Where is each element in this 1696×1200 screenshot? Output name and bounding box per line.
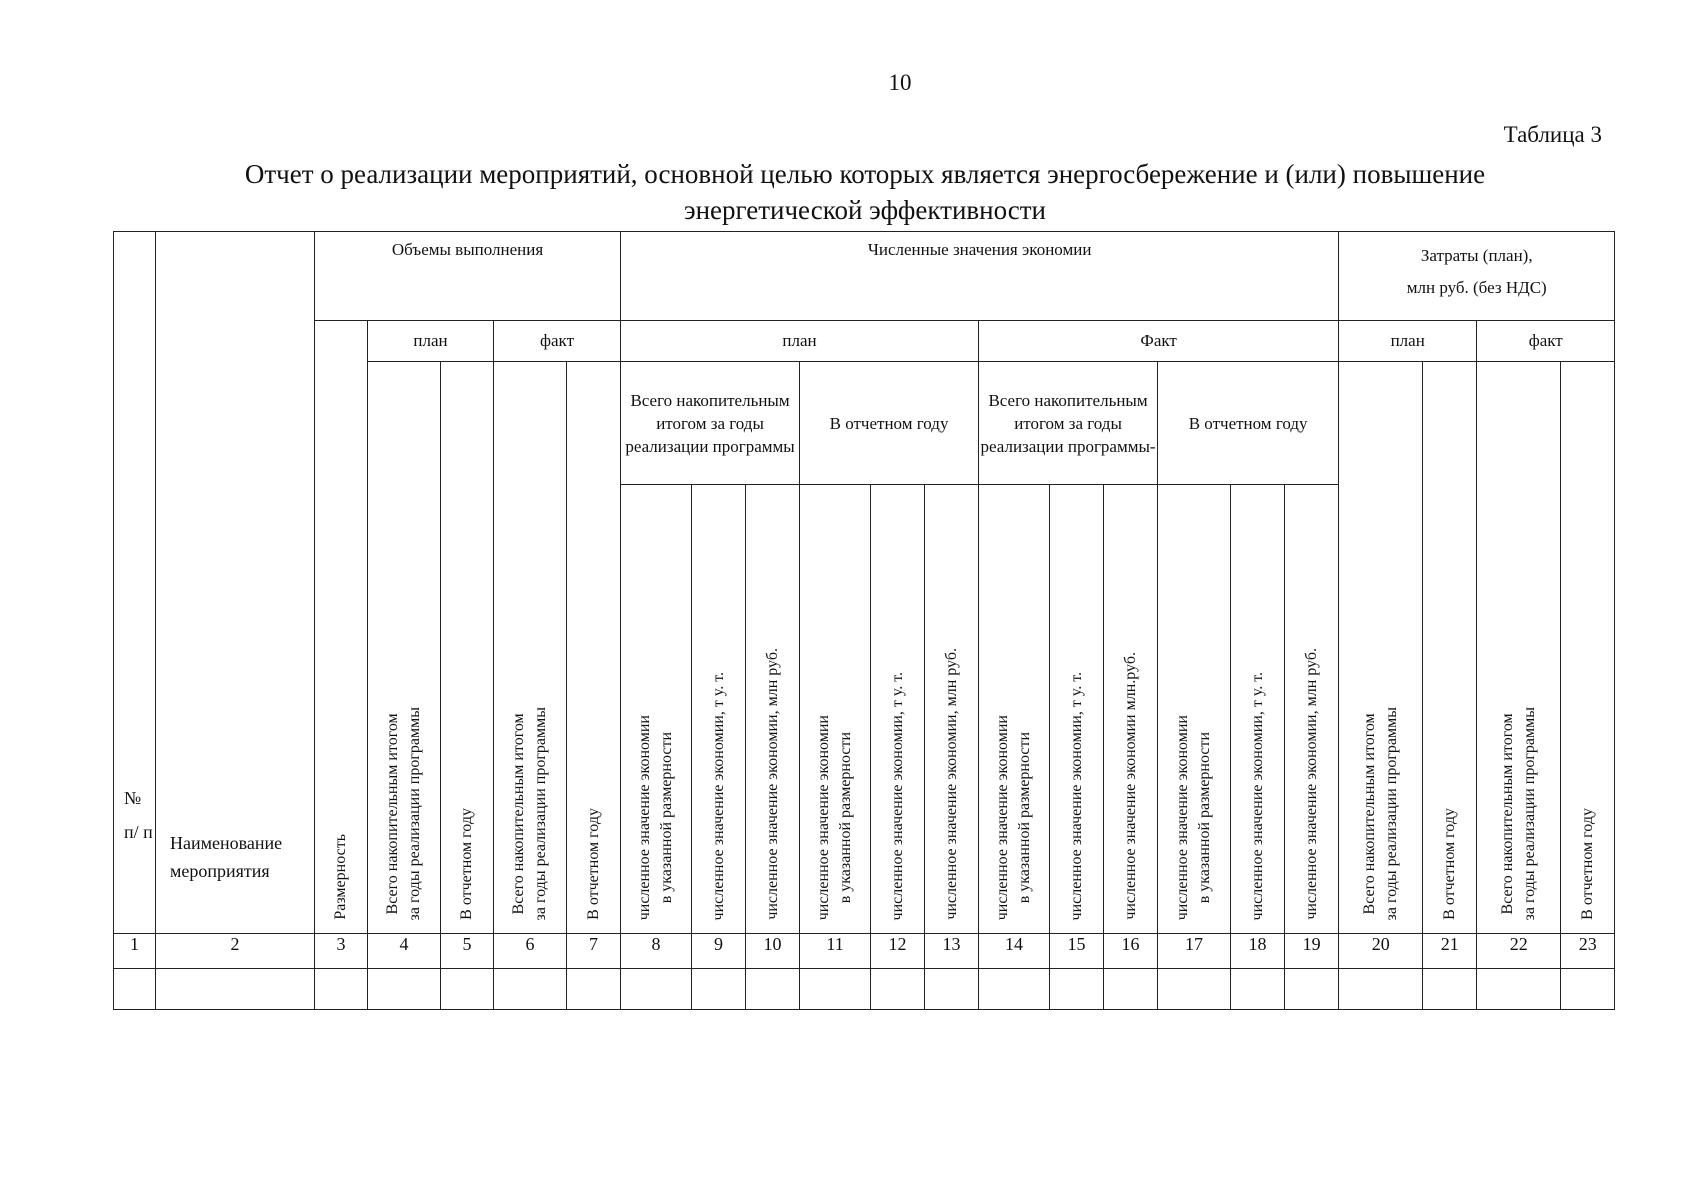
header-fact-year: В отчетном году xyxy=(1158,362,1339,485)
header-cost-fact-year: В отчетном году xyxy=(1561,362,1615,934)
empty-cell[interactable] xyxy=(1561,969,1615,1010)
column-number: 17 xyxy=(1158,934,1231,969)
header-plan-year: В отчетном году xyxy=(800,362,979,485)
header-measure-name: Наименование мероприятия xyxy=(156,232,315,934)
header-value-dim: численное значение экономии в указанной размерности xyxy=(621,485,692,934)
header-volumes-plan: план xyxy=(368,321,494,362)
empty-cell[interactable] xyxy=(494,969,567,1010)
column-number: 18 xyxy=(1231,934,1285,969)
column-number: 1 xyxy=(114,934,156,969)
header-volumes-fact: факт xyxy=(494,321,621,362)
column-number: 3 xyxy=(315,934,368,969)
header-vol-fact-cumulative: Всего накопительным итогом за годы реализации программы xyxy=(494,362,567,934)
header-cost-plan-cumulative: Всего накопительным итогом за годы реализации программы xyxy=(1339,362,1423,934)
column-number: 2 xyxy=(156,934,315,969)
column-number: 6 xyxy=(494,934,567,969)
header-vol-plan-year: В отчетном году xyxy=(441,362,494,934)
header-value-dim: численное значение экономии в указанной размерности xyxy=(979,485,1050,934)
header-costs: Затраты (план), млн руб. (без НДС) xyxy=(1339,232,1615,321)
header-value-tut: численное значение экономии, т у. т. xyxy=(692,485,746,934)
empty-cell[interactable] xyxy=(800,969,871,1010)
header-savings-plan: план xyxy=(621,321,979,362)
header-fact-cumulative: Всего накопительным итогом за годы реализации программы- xyxy=(979,362,1158,485)
column-number: 7 xyxy=(567,934,621,969)
column-number: 4 xyxy=(368,934,441,969)
header-savings-fact: Факт xyxy=(979,321,1339,362)
header-vol-plan-cumulative: Всего накопительным итогом за годы реализации программы xyxy=(368,362,441,934)
column-number: 23 xyxy=(1561,934,1615,969)
header-value-tut: численное значение экономии, т у. т. xyxy=(1231,485,1285,934)
header-value-tut: численное значение экономии, т у. т. xyxy=(871,485,925,934)
column-number: 9 xyxy=(692,934,746,969)
empty-cell[interactable] xyxy=(1231,969,1285,1010)
empty-cell[interactable] xyxy=(621,969,692,1010)
column-number: 14 xyxy=(979,934,1050,969)
empty-cell[interactable] xyxy=(746,969,800,1010)
column-number: 22 xyxy=(1477,934,1561,969)
header-plan-cumulative: Всего накопительным итогом за годы реализации программы xyxy=(621,362,800,485)
column-number: 12 xyxy=(871,934,925,969)
empty-cell[interactable] xyxy=(871,969,925,1010)
column-number: 21 xyxy=(1423,934,1477,969)
document-title: Отчет о реализации мероприятий, основной целью которых является энергосбережение и (или) повышение энергетической эффективности xyxy=(244,159,1486,225)
header-value-rub: численное значение экономии, млн руб. xyxy=(925,485,979,934)
page-number: 10 xyxy=(888,70,912,95)
empty-cell[interactable] xyxy=(1339,969,1423,1010)
empty-cell[interactable] xyxy=(1477,969,1561,1010)
column-number: 16 xyxy=(1104,934,1158,969)
header-number: № п/ п xyxy=(114,232,156,934)
header-costs-fact: факт xyxy=(1477,321,1615,362)
empty-cell[interactable] xyxy=(368,969,441,1010)
header-cost-fact-cumulative: Всего накопительным итогом за годы реализации программы xyxy=(1477,362,1561,934)
empty-cell[interactable] xyxy=(692,969,746,1010)
header-value-tut: численное значение экономии, т у. т. xyxy=(1050,485,1104,934)
column-number: 20 xyxy=(1339,934,1423,969)
empty-cell[interactable] xyxy=(315,969,368,1010)
header-value-rub: численное значение экономии млн.руб. xyxy=(1104,485,1158,934)
column-number: 10 xyxy=(746,934,800,969)
empty-cell[interactable] xyxy=(156,969,315,1010)
header-savings: Численные значения экономии xyxy=(621,232,1339,321)
column-number: 13 xyxy=(925,934,979,969)
empty-cell[interactable] xyxy=(925,969,979,1010)
empty-cell[interactable] xyxy=(1423,969,1477,1010)
header-dimension: Размерность xyxy=(315,321,368,934)
header-vol-fact-year: В отчетном году xyxy=(567,362,621,934)
header-value-rub: численное значение экономии, млн руб. xyxy=(1285,485,1339,934)
empty-data-row xyxy=(114,969,1615,1010)
empty-cell[interactable] xyxy=(1285,969,1339,1010)
empty-cell[interactable] xyxy=(1158,969,1231,1010)
column-number: 5 xyxy=(441,934,494,969)
empty-cell[interactable] xyxy=(979,969,1050,1010)
header-volumes: Объемы выполнения xyxy=(315,232,621,321)
empty-cell[interactable] xyxy=(1104,969,1158,1010)
column-number: 8 xyxy=(621,934,692,969)
empty-cell[interactable] xyxy=(567,969,621,1010)
empty-cell[interactable] xyxy=(1050,969,1104,1010)
table-label: Таблица 3 xyxy=(1503,122,1602,147)
column-number: 19 xyxy=(1285,934,1339,969)
column-number-row xyxy=(114,934,1615,969)
empty-cell[interactable] xyxy=(441,969,494,1010)
header-value-dim: численное значение экономии в указанной размерности xyxy=(800,485,871,934)
column-number: 11 xyxy=(800,934,871,969)
column-number: 15 xyxy=(1050,934,1104,969)
header-value-rub: численное значение экономии, млн руб. xyxy=(746,485,800,934)
header-costs-plan: план xyxy=(1339,321,1477,362)
header-value-dim: численное значение экономии в указанной размерности xyxy=(1158,485,1231,934)
header-cost-plan-year: В отчетном году xyxy=(1423,362,1477,934)
empty-cell[interactable] xyxy=(114,969,156,1010)
report-table xyxy=(113,231,1615,1010)
